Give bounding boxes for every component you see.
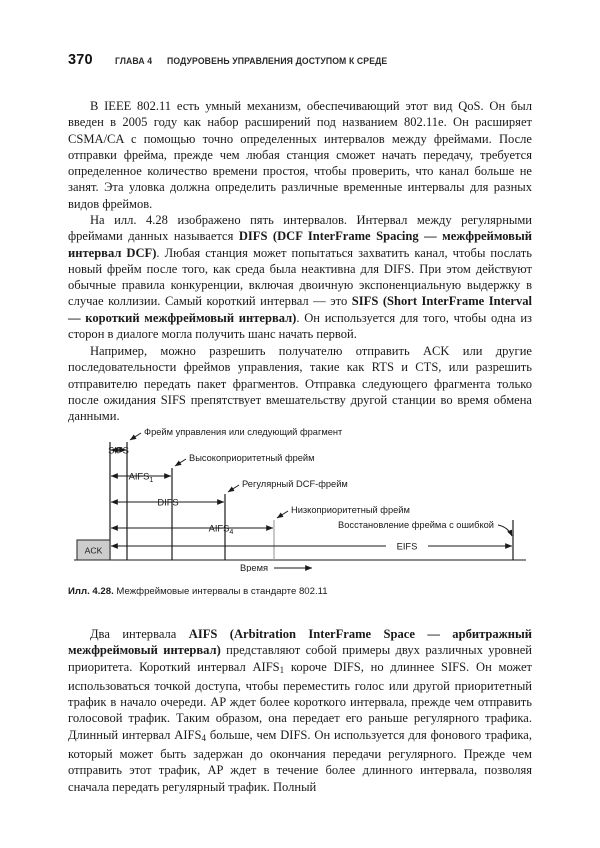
paragraph-1: В IEEE 802.11 есть умный механизм, обеспечивающий этот вид QoS. Он был введен в 2005 году как набор расширений под названием 802.11e. Он расширяет CSMA/CA с помощью точно определенных интервалов между фреймами. После отправки фрейма, прежде чем любая станция сможет начать передачу, требуется определенное количество времени простоя, чтобы проверить, что канал больше не занят. Эта уловка должна определить различные временные интервалы для разных видов фреймов. bbox=[68, 99, 532, 211]
interval-label-aifs4: $AIFS_4$ bbox=[208, 522, 234, 537]
term-sifs: SIFS (Short InterFrame Interval — короткий межфреймовый интервал) bbox=[68, 294, 532, 325]
interval-label-difs: DIFS bbox=[157, 496, 179, 508]
paragraph-block-2 bbox=[68, 212, 532, 342]
callout-text-sifs: Фрейм управления или следующий фрагмент bbox=[144, 427, 343, 437]
chapter-label: ГЛАВА 4 bbox=[114, 56, 153, 66]
aifs4-subscript: 4 bbox=[201, 732, 206, 743]
figure-4-28 bbox=[68, 424, 532, 572]
ack-frame-label: ACK bbox=[84, 545, 103, 556]
aifs1-subscript: 1 bbox=[279, 664, 285, 675]
callout-leader-aifs4 bbox=[277, 511, 288, 518]
callout-leader-sifs bbox=[130, 433, 141, 440]
page-folio: 370 bbox=[68, 52, 93, 68]
interval-label-aifs1: $AIFS_1$ bbox=[128, 470, 154, 485]
callout-leader-aifs1 bbox=[175, 459, 186, 466]
p4-run-d: короче DIFS, но длиннее SIFS. Он может использоваться точкой доступа, чтобы переместить голос или другой приоритетный трафик в начало очереди. AP ждет более короткого интервала, прежде чем отправить голосовой трафик. Таким образом, она передает его раньше регулярного трафика. Длинный интервал AIFS bbox=[68, 659, 532, 742]
callout-leader-difs bbox=[228, 485, 239, 492]
paragraph-block-4 bbox=[68, 626, 532, 795]
chapter-title: ПОДУРОВЕНЬ УПРАВЛЕНИЯ ДОСТУПОМ К СРЕДЕ bbox=[166, 56, 388, 66]
caption-text: Межфреймовые интервалы в стандарте 802.11 bbox=[113, 586, 328, 597]
paragraph-4 bbox=[68, 626, 532, 795]
time-axis-label: Время bbox=[240, 563, 268, 572]
callout-text-eifs: Восстановление фрейма с ошибкой bbox=[338, 520, 494, 530]
p2-run-e: . Он используется для того, чтобы одна из сторон в диалоге могла получить шанс начать первой. bbox=[68, 310, 532, 342]
callout-leader-eifs bbox=[498, 525, 512, 536]
interval-label-eifs: EIFS bbox=[396, 540, 418, 552]
callout-text-aifs1: Высокоприоритетный фрейм bbox=[189, 453, 315, 463]
callout-text-difs: Регулярный DCF-фрейм bbox=[242, 479, 348, 489]
term-difs: DIFS (DCF InterFrame Spacing — межфреймовый интервал DCF) bbox=[68, 229, 532, 260]
term-aifs: AIFS (Arbitration InterFrame Space — арбитражный межфреймовый интервал) bbox=[68, 627, 532, 658]
paragraph-2 bbox=[68, 212, 532, 342]
paragraph-block-1 bbox=[68, 98, 532, 212]
caption-number: Илл. 4.28. bbox=[68, 586, 114, 597]
paragraph-block-3 bbox=[68, 343, 532, 424]
figure-caption bbox=[68, 586, 532, 597]
p4-run-c: представляют собой примеры двух различных уровней приоритета. Короткий интервал AIFS bbox=[68, 643, 532, 674]
p2-run-c: . Любая станция может попытаться захватить канал, чтобы послать новый фрейм после того, как среда была неактивна для DIFS. При этом действуют обычные правила конкуренции, включая двоичную экспоненциальную выдержку в случае коллизии. Самый короткий интервал — это bbox=[68, 245, 533, 309]
running-head bbox=[68, 52, 404, 68]
p4-run-a: Два интервала bbox=[90, 627, 189, 641]
callout-text-aifs4: Низкоприоритетный фрейм bbox=[291, 505, 410, 515]
paragraph-3: Например, можно разрешить получателю отправить ACK или другие последовательности фреймов управления, такие как RTS и CTS, или разрешить отправителю передать пакет фрагментов. Отправка следующего фрагмента только после ожидания SIFS препятствует вмешательству другой станции во время обмена данными. bbox=[68, 344, 532, 424]
p2-run-a: На илл. 4.28 изображено пять интервалов. Интервал между регулярными фреймами данных называется bbox=[68, 213, 532, 244]
interval-label-sifs: SIFS bbox=[108, 444, 129, 456]
p4-run-e: больше, чем DIFS. Он используется для фонового трафика, который может быть задержан до окончания передачи регулярного. Прежде чем отправить этот трафик, AP ждет в течение более длинного интервала, позволяя сначала передать регулярный трафик. Полный bbox=[68, 727, 532, 794]
interframe-spacing-diagram bbox=[68, 424, 532, 572]
